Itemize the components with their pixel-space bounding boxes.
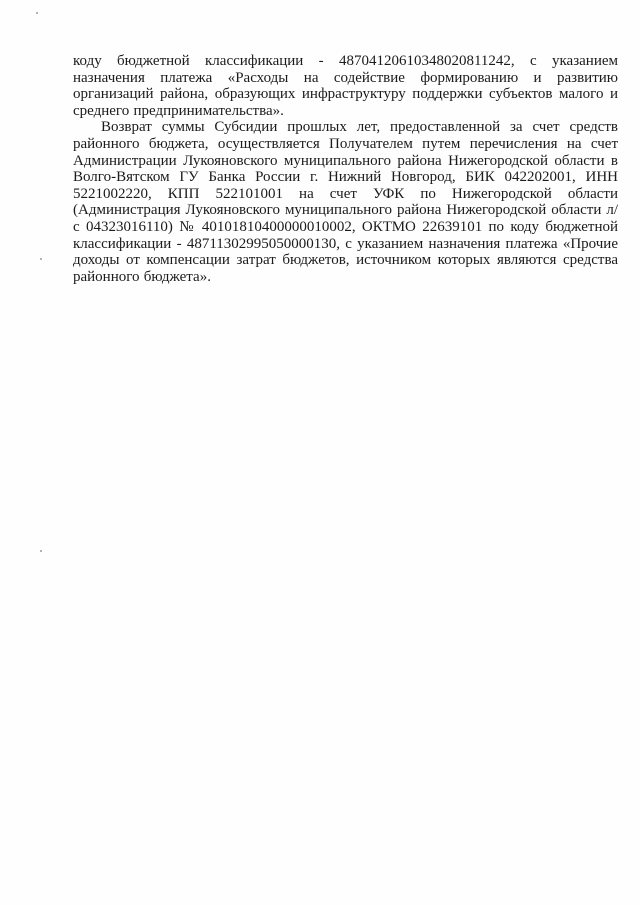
scan-speck — [40, 550, 42, 552]
document-body — [73, 53, 618, 285]
paragraph-subsidy-refund: Возврат суммы Субсидии прошлых лет, предоставленной за счет средств районного бюджета, осуществляется Получателем путем перечисления на счет Администрации Лукояновского муниципального района Нижегородской области в Волго-Вятском ГУ Банка России г. Нижний Новгород, БИК 042202001, ИНН 5221002220, КПП 522101001 на счет УФК по Нижегородской области (Администрация Лукояновского муниципального района Нижегородской области л/с 04323016110) № 40101810400000010002, ОКТМО 22639101 по коду бюджетной классификации - 48711302995050000130, с указанием назначения платежа «Прочие доходы от компенсации затрат бюджетов, источником которых являются средства районного бюджета». — [73, 119, 618, 285]
scan-speck — [36, 12, 38, 14]
scan-speck — [40, 258, 42, 260]
paragraph-budget-code-continuation: коду бюджетной классификации - 48704120610348020811242, с указанием назначения платежа «Расходы на содействие формированию и развитию организаций района, образующих инфраструктуру поддержки субъектов малого и среднего предпринимательства». — [73, 53, 618, 119]
